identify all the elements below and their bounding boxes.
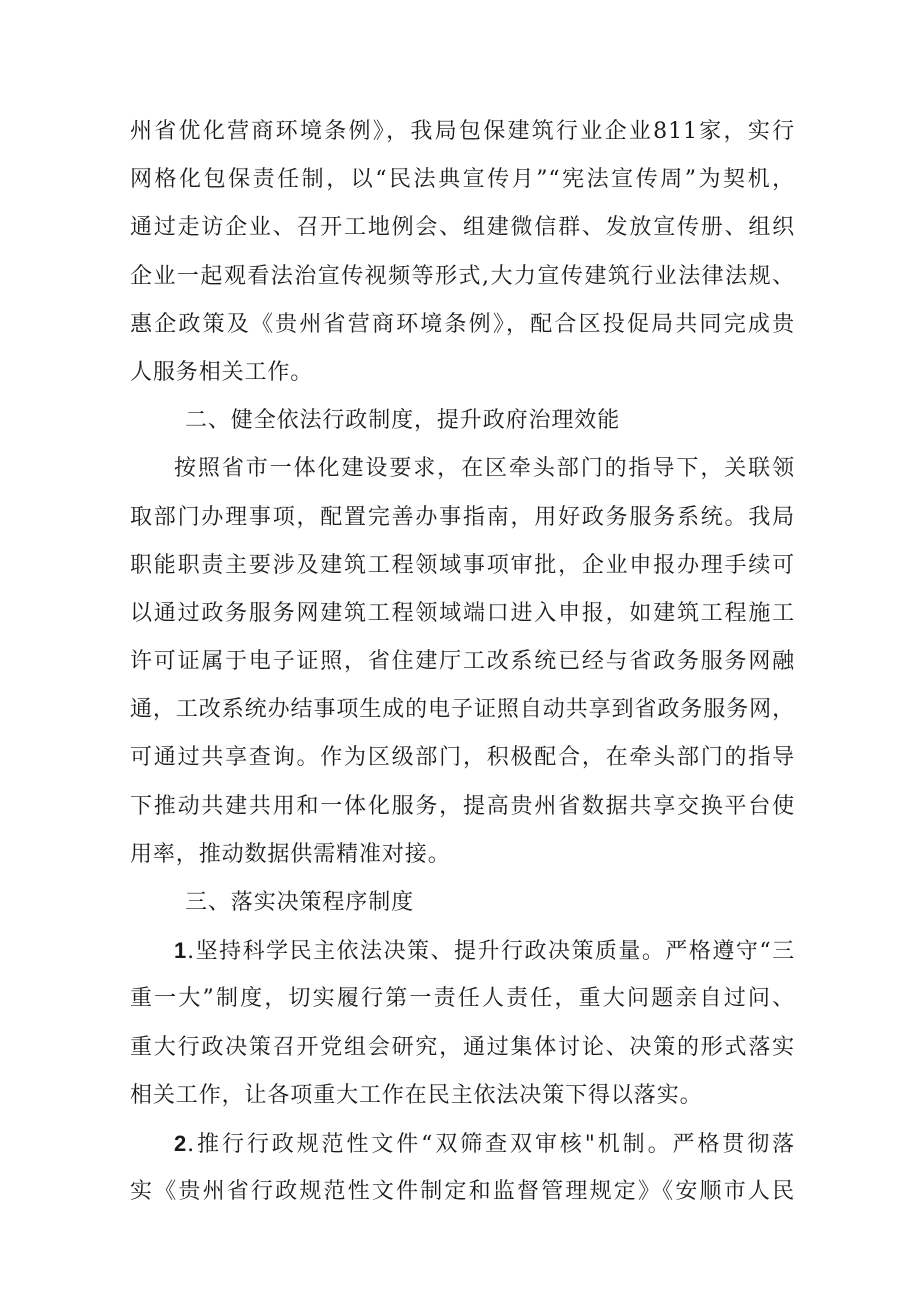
text-line: 许可证属于电子证照，省住建厅工改系统已经与省政务服务网融 bbox=[130, 649, 795, 675]
section-heading: 三、落实决策程序制度 bbox=[185, 890, 415, 915]
text-line: 实《贵州省行政规范性文件制定和监督管理规定》《安顺市人民 bbox=[130, 1179, 795, 1205]
item-number: 2 bbox=[174, 1130, 188, 1156]
text-line: 职能职责主要涉及建筑工程领域事项审批，企业申报办理手续可 bbox=[130, 552, 795, 578]
text-line bbox=[130, 1120, 795, 1168]
section-heading: 二、健全依法行政制度，提升政府治理效能 bbox=[185, 408, 621, 434]
text-line: 重一大”制度，切实履行第一责任人责任，重大问题亲自过问、 bbox=[130, 986, 795, 1012]
text-line: 下推动共建共用和一体化服务，提高贵州省数据共享交换平台使 bbox=[130, 793, 795, 819]
text-line: 人服务相关工作。 bbox=[130, 359, 314, 385]
item-text: .坚持科学民主依法决策、提升行政决策质量。严格遵守“三 bbox=[187, 939, 795, 965]
text-line: 惠企政策及《贵州省营商环境条例》，配合区投促局共同完成贵 bbox=[130, 311, 795, 337]
text-line: 企业一起观看法治宣传视频等形式,大力宣传建筑行业法律法规、 bbox=[130, 263, 795, 289]
text-line: 相关工作，让各项重大工作在民主依法决策下得以落实。 bbox=[130, 1082, 703, 1108]
item-text: .推行行政规范性文件“双筛查双审核"机制。严格贯彻落 bbox=[187, 1131, 795, 1157]
text-line: 网格化包保责任制，以“民法典宣传月”“宪法宣传周”为契机， bbox=[130, 167, 795, 193]
text-line: 通过走访企业、召开工地例会、组建微信群、发放宣传册、组织 bbox=[130, 215, 795, 241]
text-line: 可通过共享查询。作为区级部门，积极配合，在牵头部门的指导 bbox=[130, 745, 795, 771]
text-line: 按照省市一体化建设要求，在区牵头部门的指导下，关联领 bbox=[174, 456, 795, 482]
item-number: 1 bbox=[174, 938, 188, 964]
text-line: 以通过政务服务网建筑工程领域端口进入申报，如建筑工程施工 bbox=[130, 600, 795, 626]
text-line: 取部门办理事项，配置完善办事指南，用好政务服务系统。我局 bbox=[130, 504, 795, 530]
text-line: 用率，推动数据供需精准对接。 bbox=[130, 841, 451, 867]
text-line bbox=[130, 927, 795, 975]
text-line: 通，工改系统办结事项生成的电子证照自动共享到省政务服务网， bbox=[130, 697, 795, 723]
text-line: 州省优化营商环境条例》，我局包保建筑行业企业811家，实行 bbox=[130, 119, 795, 144]
text-line: 重大行政决策召开党组会研究，通过集体讨论、决策的形式落实 bbox=[130, 1034, 795, 1060]
document-body bbox=[130, 108, 795, 1216]
